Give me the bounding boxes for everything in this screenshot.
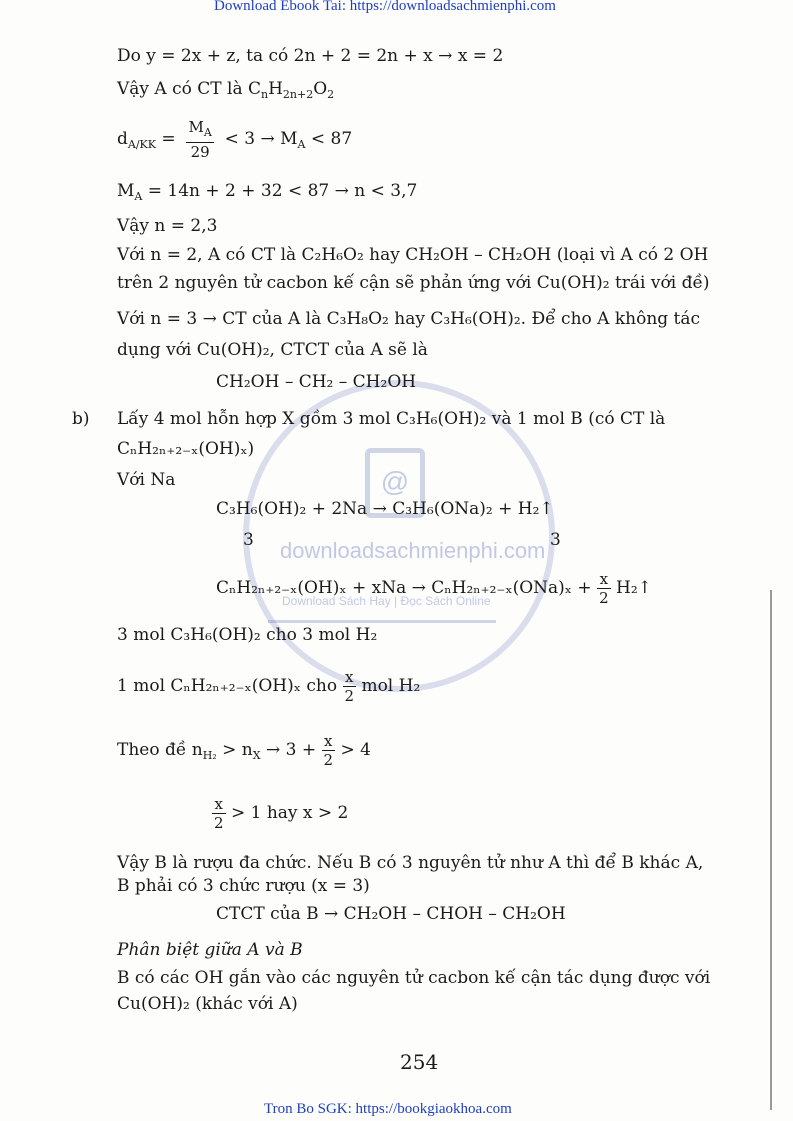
formula-b: CTCT của B → CH₂OH – CHOH – CH₂OH [216,904,566,924]
reaction-2: CₙH₂ₙ₊₂₋ₓ(OH)ₓ + xNa → CₙH₂ₙ₊₂₋ₓ(ONa)ₓ + $\frac{x}{2}$ H₂↑ [216,570,652,607]
text-line-15: 1 mol CₙH₂ₙ₊₂₋ₓ(OH)ₓ cho $\frac{x}{2}$ mol H₂ [117,668,421,705]
fraction-x-2: $\frac{x}{2}$ [323,732,334,769]
footer-sgk-link[interactable]: Tron Bo SGK: https://bookgiaokhoa.com [264,1101,512,1117]
text-line-22: B có các OH gắn vào các nguyên tử cacbon kế cận tác dụng được với [117,968,711,988]
text-line-23: Cu(OH)₂ (khác với A) [117,994,298,1014]
text-line-2: Vậy A có CT là $C_nH_{2n+2}O_2$ [117,79,335,101]
fraction-ma-29: $\frac{M_A}{29}$ [188,118,212,161]
text-line-8: Với n = 3 → CT của A là C₃H₈O₂ hay C₃H₆(OH)₂. Để cho A không tác [117,309,701,329]
page-edge-line [770,590,772,1110]
reaction-1-right-coef: 3 [550,530,561,550]
text-line-11: Lấy 4 mol hỗn hợp X gồm 3 mol C₃H₆(OH)₂ và 1 mol B (có CT là [117,409,666,429]
watermark-site: downloadsachmienphi.com [280,538,546,563]
text-line-n: Vậy n = 2,3 [117,216,218,236]
section-label-b: b) [72,409,90,429]
reaction-1: C₃H₆(OH)₂ + 2Na → C₃H₆(ONa)₂ + H₂↑ [216,499,554,519]
fraction-x-2: $\frac{x}{2}$ [214,795,224,832]
book-at-icon: @ [365,448,425,518]
text-line-7: trên 2 nguyên tử cacbon kế cận sẽ phản ứng với Cu(OH)₂ trái với đề) [117,273,710,293]
reaction-1-left-coef: 3 [243,530,254,550]
text-line-9: dụng với Cu(OH)₂, CTCT của A sẽ là [117,340,428,360]
watermark-tagline: Download Sách Hay | Đọc Sách Online [282,594,491,608]
text-line-density: $d_{A/KK}$ = $\frac{M_A}{29}$ < $3 \to M_A < 87$ [117,118,353,161]
formula-a: CH₂OH – CH₂ – CH₂OH [216,372,417,392]
fraction-x-2: $\frac{x}{2}$ [599,570,609,607]
text-line-17: $\frac{x}{2}$ > 1 hay x > 2 [214,795,349,832]
text-line-ma: $M_A = 14n + 2 + 32 < 87 \to n < 3,7$ [117,181,418,203]
text-line-19: B phải có 3 chức rượu (x = 3) [117,876,370,896]
page-number: 254 [400,1050,439,1074]
text-line-1: Do y = 2x + z, ta có 2n + 2 = 2n + x → x = 2 [117,46,504,66]
watermark-divider [268,620,496,623]
text-line-16: Theo đề $n_{H_2} > n_X \to 3$ + $\frac{x}{2}$ > 4 [117,732,371,769]
fraction-x-2: $\frac{x}{2}$ [344,668,355,705]
text-line-14: 3 mol C₃H₆(OH)₂ cho 3 mol H₂ [117,625,378,645]
text-line-18: Vậy B là rượu đa chức. Nếu B có 3 nguyên tử như A thì để B khác A, [117,853,704,873]
subheading-distinguish: Phân biệt giữa A và B [117,940,303,960]
text-line-12: CₙH₂ₙ₊₂₋ₓ(OH)ₓ) [117,439,255,459]
text-line-6: Với n = 2, A có CT là C₂H₆O₂ hay CH₂OH – CH₂OH (loại vì A có 2 OH [117,245,709,265]
header-download-link[interactable]: Download Ebook Tai: https://downloadsachmienphi.com [214,0,556,14]
text-line-13: Với Na [117,470,176,490]
